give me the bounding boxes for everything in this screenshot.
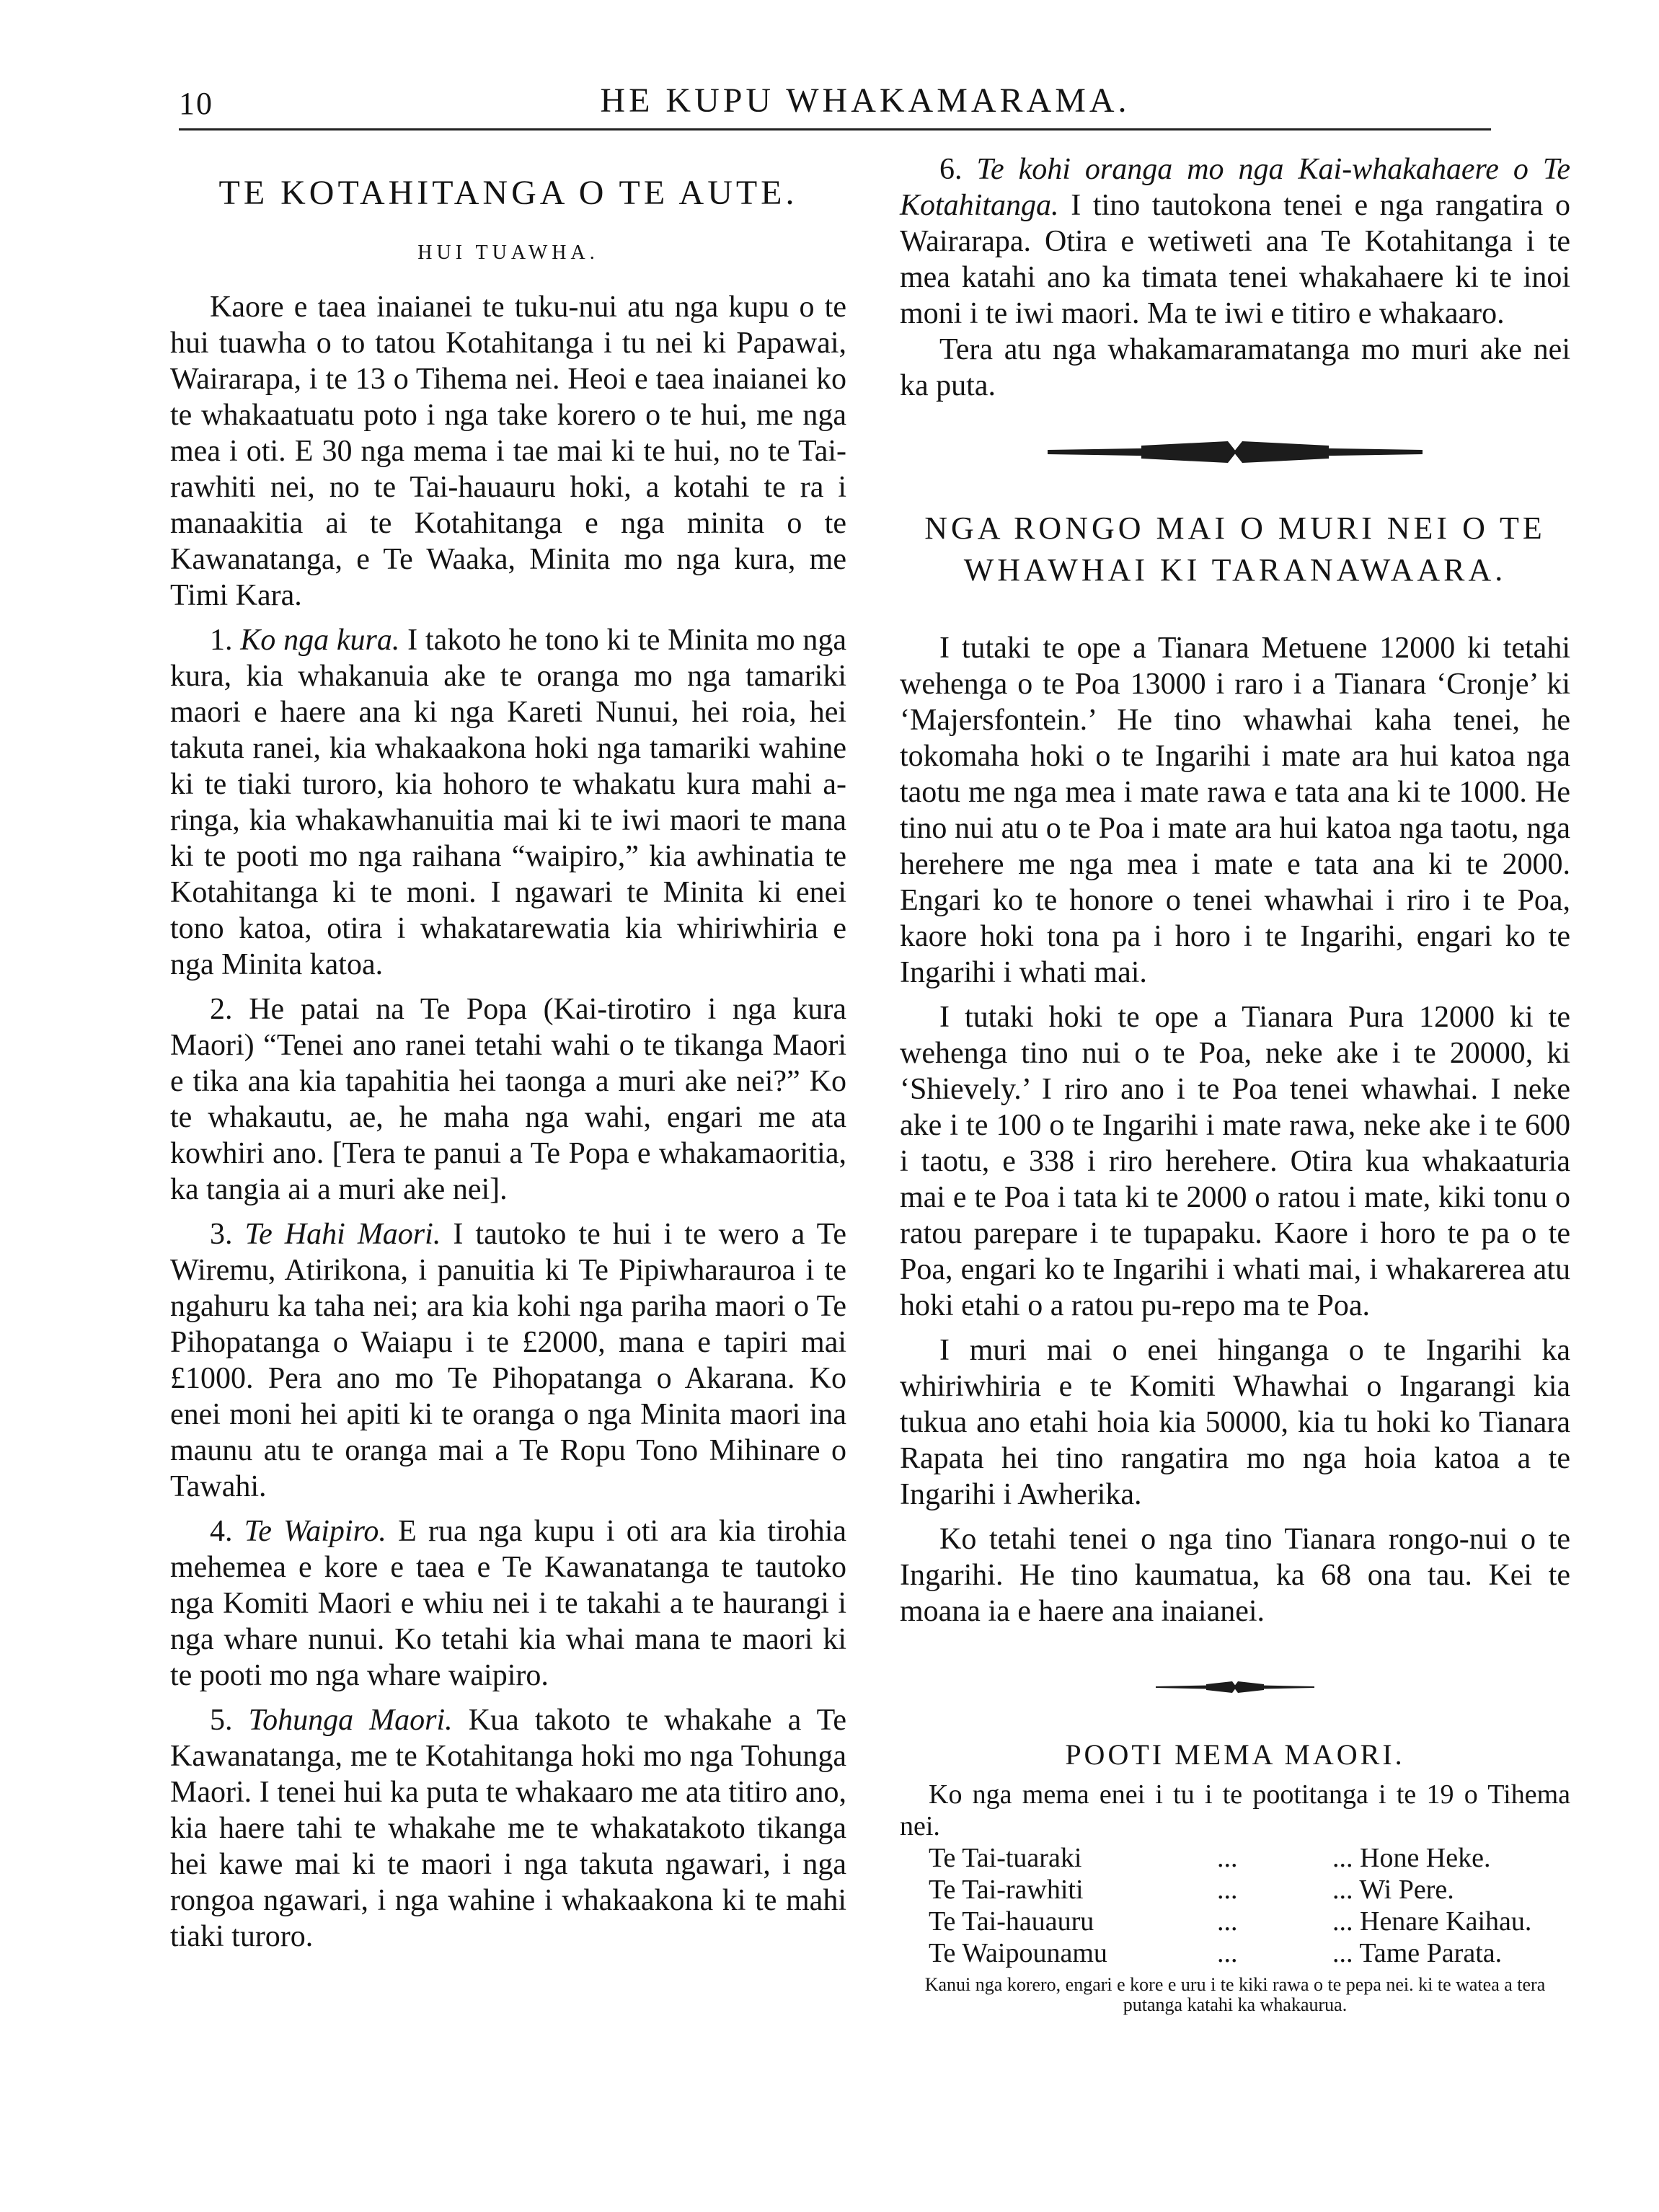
item-heading: Ko nga kura. xyxy=(240,624,400,657)
seat-name: Te Tai-rawhiti xyxy=(929,1875,1084,1905)
item-heading: Te kohi oranga mo nga Kai-whakahaere o Te Kotahitanga. xyxy=(900,153,1571,222)
right-column xyxy=(900,151,1570,2015)
item-number: 2. xyxy=(210,993,233,1026)
item-text: I tautoko te hui i te wero a Te Wiremu, Atirikona, i panuitia ki Te Pipiwharauroa i te ngahuru ka taha nei; ara kia kohi nga pariha maori o Te Pihopatanga o Waiapu i te £2000, mana e tapiri mai £1000. Pera ano mo Te Pihopatanga o Akarana. Ko enei moni hei apiti ki te oranga o nga Minita maori ina maunu atu te oranga mai a Te Ropu Tono Mihinare o Tawahi. xyxy=(170,1218,846,1503)
news-paragraph: I tutaki te ope a Tianara Metuene 12000 ki tetahi wehenga o te Poa 13000 i raro i a Tianara ‘Cronje’ ki ‘Majersfontein.’ He tino whawhai kaha tenei, he tokomaha hoki o te Ingarihi i mate ara hui katoa nga taotu me nga mea i mate rawa e tata ana ki te 1000. He tino nui atu o te Poa i mate ara hui katoa nga taotu, nga herehere me nga mea i mate e tata ana ki te 2000. Engari ko te honore o tenei whawhai i riro i te Poa, kaore hoki tona pa i horo i te Ingarihi, engari ko te Ingarihi i whati mai. xyxy=(900,632,1570,989)
item-text: E rua nga kupu i oti ara kia tirohia mehemea e kore e taea e Te Kawanatanga te tautoko nga Komiti Maori e whiu nei i te takahi a te haurangi i nga whare nunui. Ko tetahi kia whai mana te maori ki te pooti mo nga whare waipiro. xyxy=(170,1515,847,1692)
table-row xyxy=(929,1874,1549,1906)
members-table xyxy=(929,1842,1549,1969)
ornament-divider xyxy=(1048,440,1423,464)
leader-dots: ... xyxy=(1332,1906,1353,1937)
item-paragraph xyxy=(170,622,846,983)
item-heading: Te Waipiro. xyxy=(244,1515,386,1548)
leader-dots: ... xyxy=(1217,1843,1238,1873)
article-subtitle: HUI TUAWHA. xyxy=(417,242,599,264)
closing-paragraph: Tera atu nga whakamaramatanga mo muri ake nei ka puta. xyxy=(900,333,1570,402)
pooti-title: POOTI MEMA MAORI. xyxy=(1065,1738,1405,1771)
leader-dots: ... xyxy=(1217,1875,1238,1905)
news-paragraph: I muri mai o enei hinganga o te Ingarihi ka whiriwhiria e te Komiti Whawhai o Ingarangi kia tukua ano etahi hoia kia 50000, kia tu hoki ko Tianara Rapata hei tino rangatira mo nga hoia katoa a te Ingarihi i Awherika. xyxy=(900,1334,1570,1511)
running-head: HE KUPU WHAKAMARAMA. xyxy=(600,81,1131,120)
page-number: 10 xyxy=(179,86,213,121)
member-name: Wi Pere. xyxy=(1359,1875,1454,1905)
item-text: I tino tautokona tenei e nga rangatira o Wairarapa. Otira e wetiweti ana Te Kotahitanga i te mea katahi ano ka timata tenei whakahaere ki te inoi moni i te iwi maori. Ma te iwi e titiro e whakaaro. xyxy=(900,189,1570,330)
seat-name: Te Waipounamu xyxy=(929,1938,1107,1968)
item-text: He patai na Te Popa (Kai-tirotiro i nga kura Maori) “Tenei ano ranei tetahi wahi o te tikanga Maori e tika ana kia tapahitia hei taonga a muri ake nei?” Ko te whakautu, ae, he maha nga wahi, engari me ata kowhiri ano. [Tera te panui a Te Popa e whakamaoritia, ka tangia ai a muri ake nei]. xyxy=(170,993,846,1206)
ornament-divider xyxy=(1156,1680,1314,1694)
leader-dots: ... xyxy=(1332,1938,1353,1968)
table-row xyxy=(929,1906,1549,1937)
article-title-kotahitanga: TE KOTAHITANGA O TE AUTE. xyxy=(218,174,798,212)
item-paragraph xyxy=(170,1513,846,1694)
table-row xyxy=(929,1842,1549,1874)
leader-dots: ... xyxy=(1332,1843,1353,1873)
pooti-intro: Ko nga mema enei i tu i te pootitanga i te 19 o Tihema nei. xyxy=(900,1779,1570,1841)
item-number: 6. xyxy=(939,153,963,186)
table-row xyxy=(929,1937,1549,1969)
member-name: Henare Kaihau. xyxy=(1360,1906,1532,1937)
footnote: Kanui nga korero, engari e kore e uru i te kiki rawa o te pepa nei. ki te watea a tera putanga katahi ka whakaurua. xyxy=(924,1974,1546,2015)
item-number: 4. xyxy=(210,1515,233,1548)
article-title-whawhai: NGA RONGO MAI O MURI NEI O TE WHAWHAI KI TARANAWAARA. xyxy=(924,510,1546,588)
news-paragraph: I tutaki hoki te ope a Tianara Pura 12000 ki te wehenga tino nui o te Poa, neke ake i te 20000, ki ‘Shievely.’ I riro ano i te Poa tenei whawhai. I neke ake i te 100 o te Ingarihi i mate rawa, neke ake i te 600 i taotu, e 338 i riro herehere. Otira kua whakaaturia mai e te Poa i tata ki te 2000 o ratou i mate, kiki tonu o ratou parepare i te tupapaku. Kaore i horo te pa o te Poa, engari ko te Ingarihi i whati mai, i whakarerea atu hoki etahi o a ratou pu-repo ma te Poa. xyxy=(900,1001,1570,1322)
news-paragraph: Ko tetahi tenei o nga tino Tianara rongo-nui o te Ingarihi. He tino kaumatua, ka 68 ona tau. Kei te moana ia e haere ana inaianei. xyxy=(900,1523,1570,1628)
item-number: 1. xyxy=(210,624,233,657)
item-heading: Te Hahi Maori. xyxy=(244,1218,441,1251)
header-rule xyxy=(179,128,1491,130)
member-name: Tame Parata. xyxy=(1359,1938,1503,1968)
intro-paragraph: Kaore e taea inaianei te tuku-nui atu nga kupu o te hui tuawha o to tatou Kotahitanga i tu nei ki Papawai, Wairarapa, i te 13 o Tihema nei. Heoi e taea inaianei ko te whakaatuatu poto i nga take korero o te hui, me nga mea i oti. E 30 nga mema i tae mai ki te hui, no te Tai-rawhiti nei, no te Tai-hauauru hoki, a kotahi te ra i manaakitia ai te Kotahitanga e nga minita o te Kawanatanga, e Te Waaka, Minita mo nga kura, me Timi Kara. xyxy=(170,291,846,612)
seat-name: Te Tai-tuaraki xyxy=(929,1843,1082,1873)
item-heading: Tohunga Maori. xyxy=(248,1704,453,1737)
item-paragraph xyxy=(900,151,1570,332)
leader-dots: ... xyxy=(1332,1875,1353,1905)
left-column xyxy=(170,151,846,1955)
item-paragraph xyxy=(170,991,846,1208)
item-paragraph xyxy=(170,1216,846,1505)
member-name: Hone Heke. xyxy=(1360,1843,1491,1873)
leader-dots: ... xyxy=(1217,1938,1238,1968)
leader-dots: ... xyxy=(1217,1906,1238,1937)
item-paragraph xyxy=(170,1702,846,1955)
item-text: I takoto he tono ki te Minita mo nga kura, kia whakanuia ake te oranga mo nga tamariki maori e haere ana ki nga Kareti Nunui, hei roia, hei takuta ranei, kia whakaakona hoki nga tamariki wahine ki te tiaki turoro, kia hohoro te whakatu kura mahi a-ringa, kia whakawhanuitia mai ki te iwi maori te mana ki te pooti mo nga raihana “waipiro,” kia awhinatia te Kotahitanga ki te moni. I ngawari te Minita ki enei tono katoa, otira i whakatarewatia kia whiriwhiria e nga Minita katoa. xyxy=(170,624,847,981)
item-text: Kua takoto te whakahe a Te Kawanatanga, me te Kotahitanga hoki mo nga Tohunga Maori. I tenei hui ka puta te whakaaro me ata titiro ano, kia haere tahi te whakahe me te whakatakoto tikanga hei kawe mai ki te maori i nga takuta ngawari, i nga rongoa ngawari, i nga wahine i whakaakona ki te mahi tiaki turoro. xyxy=(170,1704,846,1953)
seat-name: Te Tai-hauauru xyxy=(929,1906,1094,1937)
item-number: 5. xyxy=(210,1704,233,1737)
item-number: 3. xyxy=(210,1218,233,1251)
